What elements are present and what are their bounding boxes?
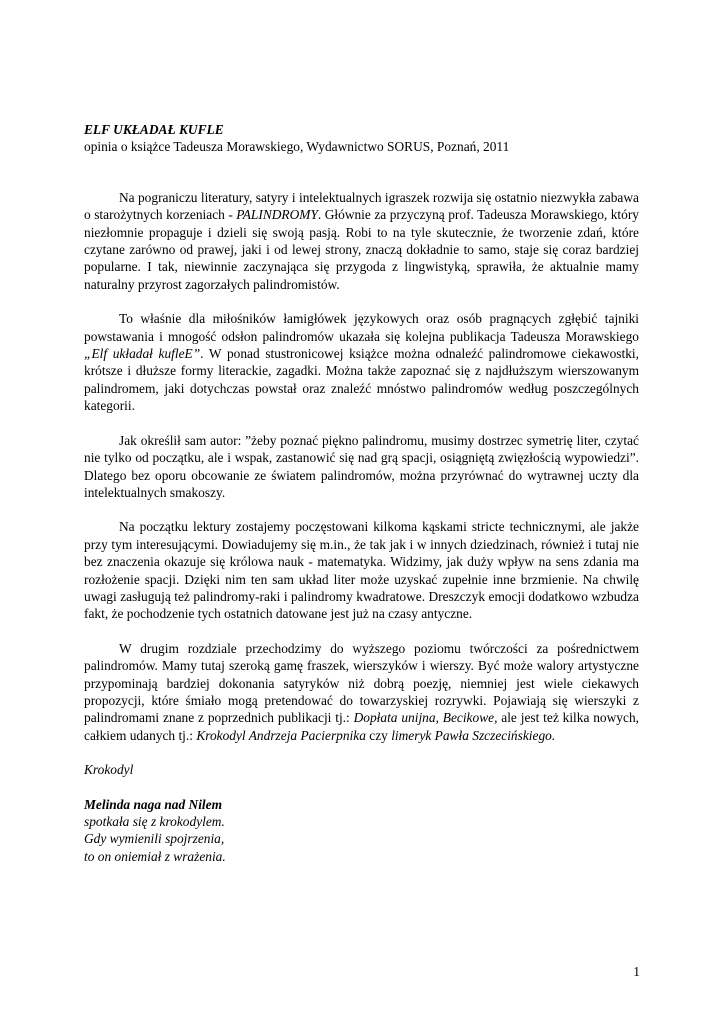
paragraph-1: Na pograniczu literatury, satyry i intelektualnych igraszek rozwija się ostatnio niezwykła zabawa o starożytnych korzeniach - PALINDROMY. Głównie za przyczyną prof. Tadeusza Morawskiego, który niezłomnie propaguje i dzieli się swoją pasją. Robi to na tyle skutecznie, że tworzenie zdań, które czytane zarówno od prawej, jaki i od lewej strony, znaczą dokładnie to samo, staje się coraz bardziej popularne. I tak, niewinnie zaczynająca się przygoda z lingwistyką, sprawiła, że aktualnie mamy naturalny przyrost zagorzałych palindromistów.	[84, 189, 639, 292]
document-title: ELF UKŁADAŁ KUFLE	[84, 122, 224, 137]
poem-line: to on oniemiał z wrażenia.	[84, 848, 226, 864]
poem-line: Gdy wymienili spojrzenia,	[84, 831, 225, 847]
paragraph-3: Jak określił sam autor: ”żeby poznać piękno palindromu, musimy dostrzec symetrię liter, czytać nie tylko od początku, ale i wspak, zastanowić się nad grą spacji, osiągniętą zwięzłością wypowiedzi”. Dlatego bez oporu obcowanie ze światem palindromów, można przyrównać do wytrawnej uczty dla intelektualnych smakoszy.	[84, 432, 639, 500]
page-number: 1	[633, 964, 640, 979]
poem-line: spotkała się z krokodylem.	[84, 814, 225, 829]
paragraph-2: To właśnie dla miłośników łamigłówek językowych oraz osób pragnących zgłębić tajniki powstawania i mnogość odsłon palindromów ukazała się kolejna publikacja Tadeusza Morawskiego „Elf układał kufleE”. W ponad stustronicowej książce można odnaleźć palindromowe ciekawostki, krótsze i dłuższe formy literackie, zagadki. Można także zapoznać się z najdłuższym wierszowanym palindromem, jaki dotychczas powstał oraz znaleźć mnóstwo palindromów według poszczególnych kategorii.	[84, 311, 639, 414]
poem-title: Melinda naga nad Nilem	[84, 796, 223, 812]
paragraph-4: Na początku lektury zostajemy poczęstowani kilkoma kąskami stricte technicznymi, ale jakże przy tym interesującymi. Dowiadujemy się m.in., że tak jak i w innych dziedzinach, również i tutaj nie bez znaczenia okazuje się królowa nauk - matematyka. Widzimy, jak duży wpływ na sens zdania ma rozłożenie spacji. Dzięki nim ten sam układ liter może uzyskać zupełnie inne brzmienie. Na chwilę uwagi zasługują też palindromy-raki i palindromy kwadratowe. Dreszczyk emocji dodatkowo wzbudza fakt, że pochodzenie tych ostatnich datowane jest już na czasy antyczne.	[84, 519, 639, 622]
poem-label: Krokodyl	[84, 762, 134, 778]
document-body	[84, 121, 639, 865]
paragraph-5: W drugim rozdziale przechodzimy do wyższego poziomu twórczości za pośrednictwem palindromów. Mamy tutaj szeroką gamę fraszek, wierszyków i wierszy. Być może walory artystyczne przypominają bardziej dokonania satyryków niż dobrą poezję, niemniej jest wiele ciekawych propozycji, które śmiało mogą pretendować do towarzyskiej rozrywki. Pojawiają się wierszyki z palindromami znane z poprzednich publikacji tj.: Dopłata unijna, Becikowe, ale jest też kilka nowych, całkiem udanych tj.: Krokodyl Andrzeja Pacierpnika czy limeryk Pawła Szczecińskiego.	[84, 640, 639, 743]
document-subtitle: opinia o książce Tadeusza Morawskiego, Wydawnictwo SORUS, Poznań, 2011	[84, 139, 510, 155]
